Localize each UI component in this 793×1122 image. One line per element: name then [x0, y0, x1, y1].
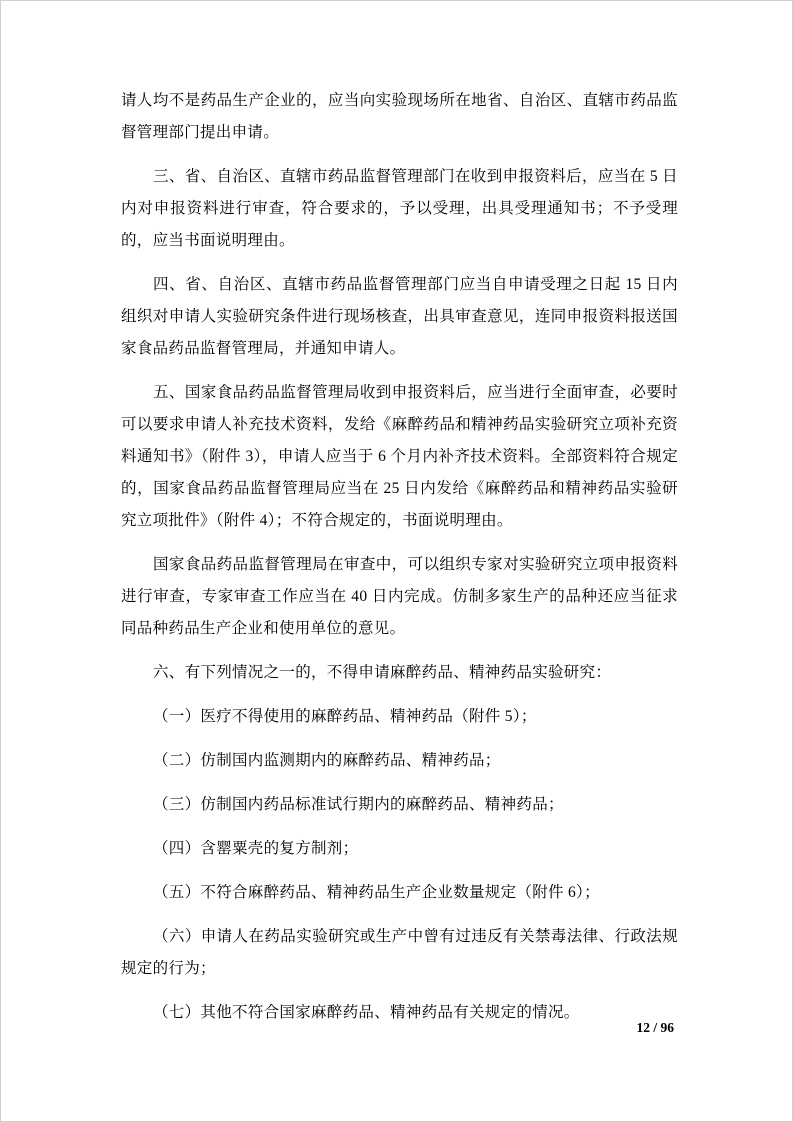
- list-item-paragraph: （五）不符合麻醉药品、精神药品生产企业数量规定（附件 6）；: [153, 884, 600, 901]
- list-item-paragraph: （三）仿制国内药品标准试行期内的麻醉药品、精神药品；: [153, 796, 564, 813]
- paragraph: 三、省、自治区、直辖市药品监督管理部门在收到申报资料后，应当在 5 日内对申报资料进行审查，符合要求的，予以受理，出具受理通知书；不予受理的，应当书面说明理由。: [121, 168, 678, 249]
- page-number: 12 / 96: [636, 1020, 674, 1035]
- list-item-paragraph: （一）医疗不得使用的麻醉药品、精神药品（附件 5）；: [153, 708, 537, 725]
- document-body: [121, 85, 678, 1041]
- list-item-paragraph: （六）申请人在药品实验研究或生产中曾有过违反有关禁毒法律、行政法规规定的行为；: [121, 928, 678, 977]
- paragraph: 国家食品药品监督管理局在审查中，可以组织专家对实验研究立项申报资料进行审查，专家审查工作应当在 40 日内完成。仿制多家生产的品种还应当征求同品种药品生产企业和使用单位的意见。: [121, 556, 678, 637]
- paragraph: 请人均不是药品生产企业的，应当向实验现场所在地省、自治区、直辖市药品监督管理部门提出申请。: [121, 92, 678, 141]
- paragraph: 四、省、自治区、直辖市药品监督管理部门应当自申请受理之日起 15 日内组织对申请人实验研究条件进行现场核查，出具审查意见，连同申报资料报送国家食品药品监督管理局，并通知申请人。: [121, 276, 678, 357]
- paragraph: 五、国家食品药品监督管理局收到申报资料后，应当进行全面审查，必要时可以要求申请人补充技术资料，发给《麻醉药品和精神药品实验研究立项补充资料通知书》（附件 3），申请人应当于 6 个月内补齐技术资料。全部资料符合规定的，国家食品药品监督管理局应当在 25 日内发给《麻醉药品和精神药品实验研究立项批件》（附件 4）；不符合规定的，书面说明理由。: [121, 384, 678, 529]
- list-item-paragraph: （二）仿制国内监测期内的麻醉药品、精神药品；: [153, 752, 501, 769]
- list-item-paragraph: （四）含罂粟壳的复方制剂；: [153, 840, 359, 857]
- paragraph: 六、有下列情况之一的，不得申请麻醉药品、精神药品实验研究：: [153, 664, 612, 681]
- list-item-paragraph: （七）其他不符合国家麻醉药品、精神药品有关规定的情况。: [153, 1004, 580, 1021]
